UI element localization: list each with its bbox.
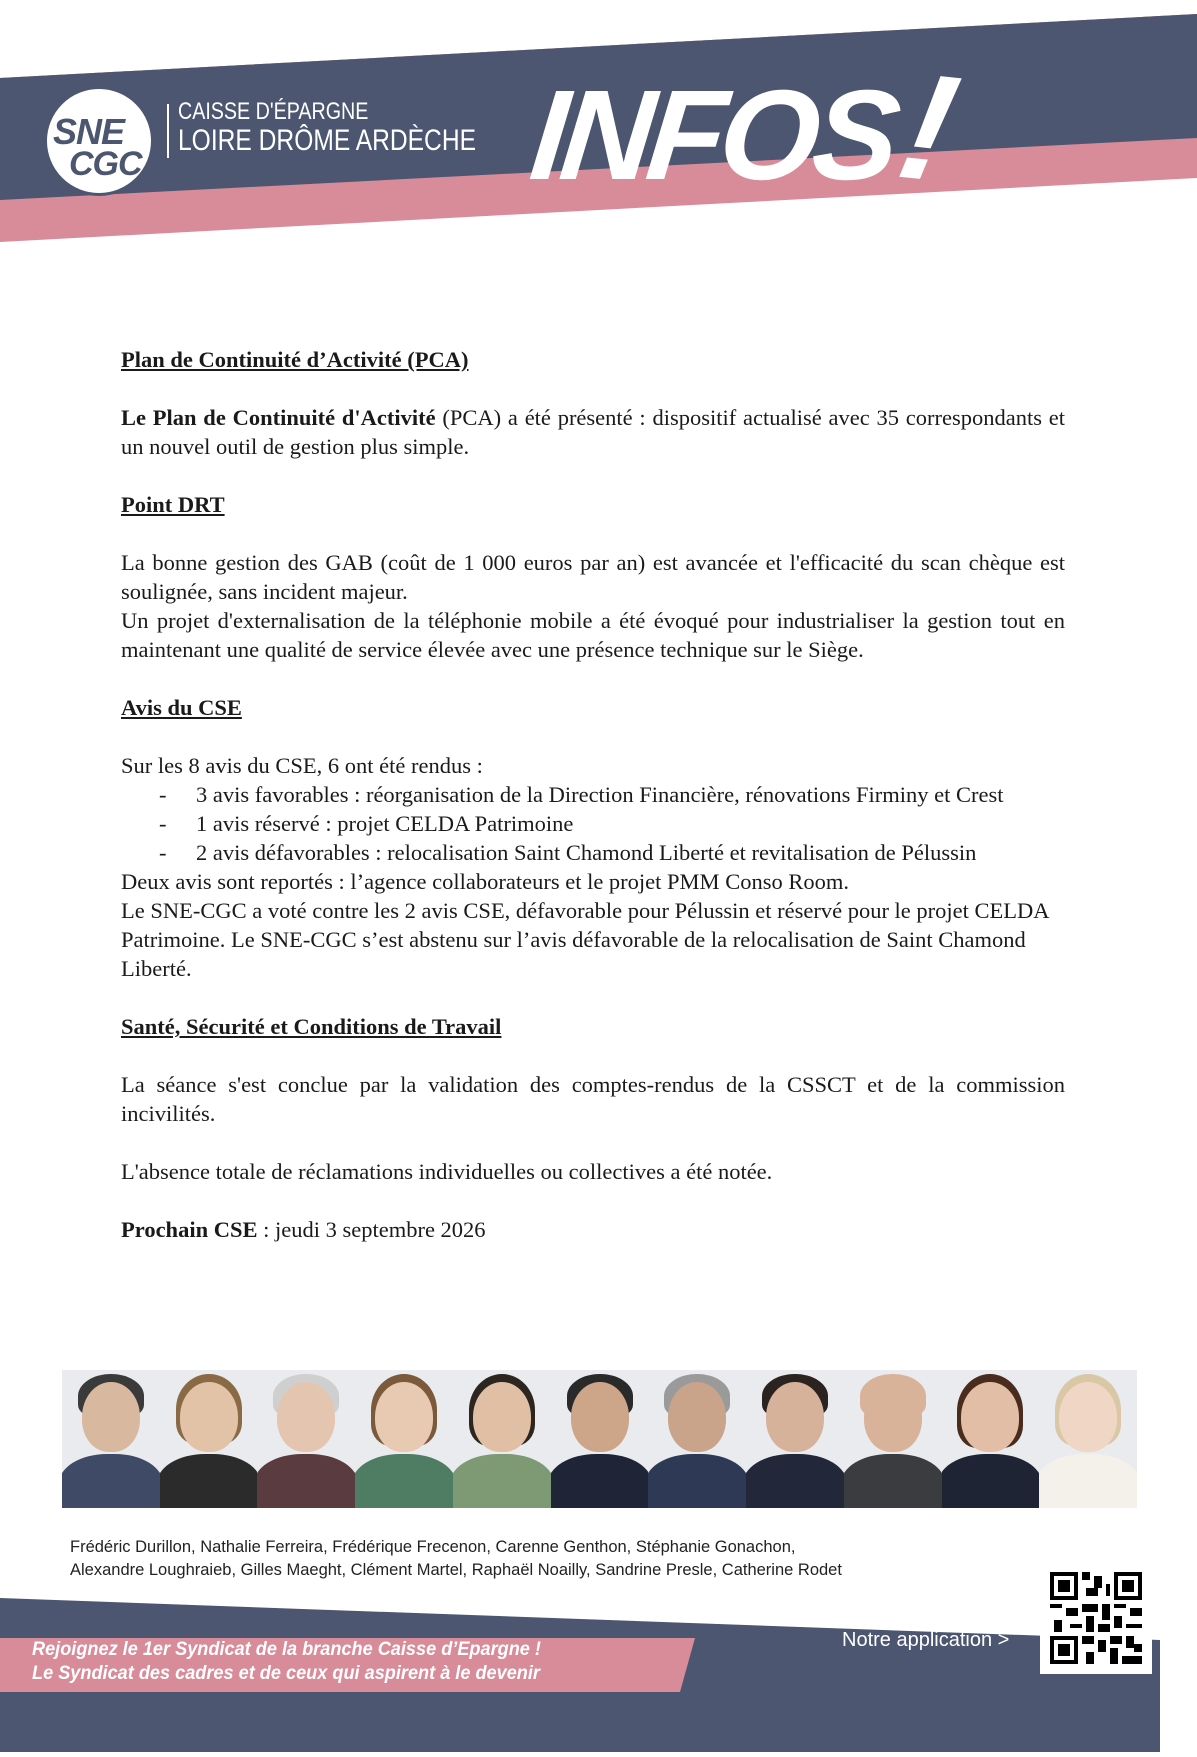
qr-code[interactable] bbox=[1040, 1562, 1152, 1674]
team-member-photo bbox=[62, 1370, 160, 1508]
section-heading-pca: Plan de Continuité d’Activité (PCA) bbox=[121, 347, 469, 372]
brand-name-line-1: CAISSE D'ÉPARGNE bbox=[178, 98, 369, 125]
drt-paragraph-1: La bonne gestion des GAB (coût de 1 000 euros par an) est avancée et l'efficacité du scan chèque est soulignée, sans incident majeur. bbox=[121, 550, 1065, 604]
drt-paragraph-2: Un projet d'externalisation de la téléphonie mobile a été évoqué pour industrialiser la gestion tout en maintenant une qualité de service élevée avec une présence technique sur le Siège. bbox=[121, 608, 1065, 662]
footer-slogan bbox=[32, 1637, 627, 1685]
team-names-line-1: Frédéric Durillon, Nathalie Ferreira, Frédérique Frecenon, Carenne Genthon, Stéphanie Gonachon, bbox=[70, 1538, 796, 1556]
team-member-photo bbox=[160, 1370, 258, 1508]
slogan-line-2: Le Syndicat des cadres et de ceux qui aspirent à le devenir bbox=[32, 1662, 540, 1684]
team-names-line-2: Alexandre Loughraieb, Gilles Maeght, Clément Martel, Raphaël Noailly, Sandrine Presle, Catherine Rodet bbox=[70, 1561, 842, 1579]
team-member-photo bbox=[355, 1370, 453, 1508]
slogan-line-1: Rejoignez le 1er Syndicat de la branche Caisse d’Epargne ! bbox=[32, 1638, 541, 1660]
app-link-label[interactable]: Notre application > bbox=[842, 1629, 1010, 1651]
sante-paragraph-1: La séance s'est conclue par la validation des comptes-rendus de la CSSCT et de la commission incivilités. bbox=[121, 1072, 1065, 1126]
team-member-photo bbox=[942, 1370, 1040, 1508]
avis-list-item: - 1 avis réservé : projet CELDA Patrimoine bbox=[121, 809, 1065, 838]
next-cse-date: : jeudi 3 septembre 2026 bbox=[257, 1217, 486, 1242]
infos-title bbox=[524, 40, 972, 214]
next-cse bbox=[121, 1215, 1065, 1244]
avis-reported: Deux avis sont reportés : l’agence collaborateurs et le projet PMM Conso Room. bbox=[121, 869, 849, 894]
team-member-photo bbox=[844, 1370, 942, 1508]
infos-exclamation-mark: ! bbox=[886, 40, 972, 214]
logo-cgc-text: CGC bbox=[69, 145, 142, 183]
sne-cgc-logo bbox=[44, 86, 154, 196]
qr-code-icon bbox=[1050, 1572, 1142, 1664]
brand-name-line-2: LOIRE DRÔME ARDÈCHE bbox=[178, 124, 476, 157]
infos-title-text: INFOS bbox=[524, 64, 901, 207]
pca-lead-bold: Le Plan de Continuité d'Activité bbox=[121, 405, 436, 430]
section-heading-avis: Avis du CSE bbox=[121, 695, 242, 720]
team-photo-strip bbox=[62, 1370, 1137, 1508]
document-body bbox=[121, 345, 1065, 1244]
avis-list bbox=[121, 780, 1065, 867]
team-member-photo bbox=[1039, 1370, 1137, 1508]
avis-vote: Le SNE-CGC a voté contre les 2 avis CSE, défavorable pour Pélussin et réservé pour le projet CELDA Patrimoine. Le SNE-CGC s’est abstenu sur l’avis défavorable de la relocalisation de Saint Chamond Liberté. bbox=[121, 898, 1049, 981]
avis-list-item: - 3 avis favorables : réorganisation de la Direction Financière, rénovations Firminy et Crest bbox=[121, 780, 1065, 809]
sante-paragraph-2: L'absence totale de réclamations individuelles ou collectives a été notée. bbox=[121, 1159, 773, 1184]
pca-paragraph bbox=[121, 403, 1065, 461]
team-member-photo bbox=[648, 1370, 746, 1508]
pca-text: (PCA) a été présenté : dispositif actualisé avec 35 correspondants et un nouvel outil de gestion plus simple. bbox=[121, 405, 1065, 459]
avis-intro: Sur les 8 avis du CSE, 6 ont été rendus : bbox=[121, 753, 483, 778]
team-member-photo bbox=[453, 1370, 551, 1508]
team-names bbox=[70, 1536, 970, 1582]
section-heading-drt: Point DRT bbox=[121, 492, 225, 517]
next-cse-label: Prochain CSE bbox=[121, 1217, 258, 1242]
section-heading-sante: Santé, Sécurité et Conditions de Travail bbox=[121, 1014, 502, 1039]
team-member-photo bbox=[551, 1370, 649, 1508]
avis-list-item: - 2 avis défavorables : relocalisation Saint Chamond Liberté et revitalisation de Pélussin bbox=[121, 838, 1065, 867]
logo-sne-text: SNE bbox=[53, 111, 125, 152]
brand-divider bbox=[167, 104, 169, 158]
team-member-photo bbox=[257, 1370, 355, 1508]
team-member-photo bbox=[746, 1370, 844, 1508]
